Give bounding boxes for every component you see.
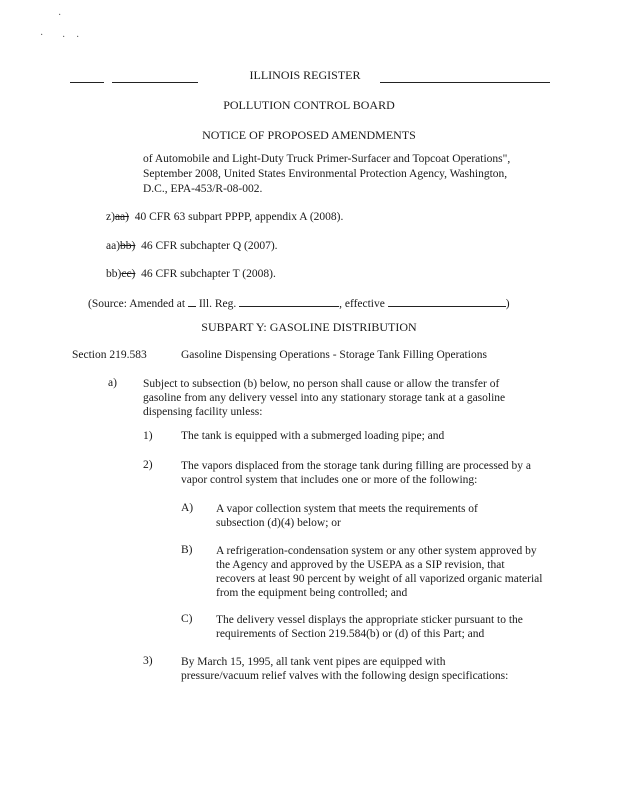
volume-blank (188, 297, 196, 307)
item-1-label: 1) (143, 430, 153, 442)
section-number: Section 219.583 (72, 349, 147, 361)
item-3-label: 3) (143, 655, 153, 667)
item-C-label: C) (181, 613, 193, 625)
source-close: ) (505, 298, 510, 310)
ref-item-aa (106, 240, 278, 252)
page-blank (239, 297, 339, 307)
ref-label-old: bb) (120, 240, 136, 252)
item-2-label: 2) (143, 459, 153, 471)
ref-text: 40 CFR 63 subpart PPPP, appendix A (2008). (134, 211, 344, 223)
register-title: ILLINOIS REGISTER (230, 68, 380, 83)
source-effective: , effective (339, 298, 385, 310)
header-rule-segment (112, 82, 198, 83)
scan-speck: · (76, 32, 80, 43)
notice-title: NOTICE OF PROPOSED AMENDMENTS (202, 128, 416, 142)
source-prefix: (Source: Amended at (88, 298, 186, 310)
item-1-text: The tank is equipped with a submerged loading pipe; and (181, 430, 445, 442)
ref-text: 46 CFR subchapter Q (2007). (141, 240, 278, 252)
section-title: Gasoline Dispensing Operations - Storage Tank Filling Operations (181, 349, 487, 361)
scan-speck: · (40, 30, 44, 41)
ref-item-z (106, 211, 343, 223)
board-title: POLLUTION CONTROL BOARD (223, 98, 395, 112)
item-B-label: B) (181, 544, 193, 556)
continuation-paragraph: of Automobile and Light-Duty Truck Primer-Surfacer and Topcoat Operations", September 2008, United States Environmental Protection Agency, Washington, D.C., EPA-453/R-08-002. (143, 153, 511, 195)
source-note (88, 297, 510, 310)
ref-label-new: bb) (106, 268, 122, 280)
item-B-text: A refrigeration-condensation system or any other system approved by the Agency and approved by the USEPA as a SIP revision, that recovers at least 90 percent by weight of all vaporized organic material from the equipment being controlled; and (216, 545, 543, 599)
item-C-text: The delivery vessel displays the appropriate sticker pursuant to the requirements of Section 219.584(b) or (d) of this Part; and (216, 614, 523, 640)
scan-speck: · (62, 32, 66, 43)
ref-label-old: aa) (114, 211, 129, 223)
date-blank (388, 297, 506, 307)
item-3-text: By March 15, 1995, all tank vent pipes are equipped with pressure/vacuum relief valves with the following design specifications: (181, 656, 509, 682)
item-A-text: A vapor collection system that meets the requirements of subsection (d)(4) below; or (216, 503, 478, 529)
header-rule-segment (70, 82, 104, 83)
ref-label-new: z) (106, 211, 115, 223)
item-2-text: The vapors displaced from the storage tank during filling are processed by a vapor control system that includes one or more of the following: (181, 460, 531, 486)
subsection-a-label: a) (108, 377, 117, 389)
ref-text: 46 CFR subchapter T (2008). (141, 268, 276, 280)
item-A-label: A) (181, 502, 194, 514)
subsection-a-text: Subject to subsection (b) below, no person shall cause or allow the transfer of gasoline from any delivery vessel into any stationary storage tank at a gasoline dispensing facility unless: (143, 378, 506, 418)
ref-label-old: cc) (121, 268, 136, 280)
source-ill-reg: Ill. Reg. (198, 298, 237, 310)
scan-speck: · (58, 10, 62, 21)
subpart-heading: SUBPART Y: GASOLINE DISTRIBUTION (201, 320, 417, 334)
ref-label-new: aa) (106, 240, 121, 252)
ref-item-bb (106, 268, 276, 280)
